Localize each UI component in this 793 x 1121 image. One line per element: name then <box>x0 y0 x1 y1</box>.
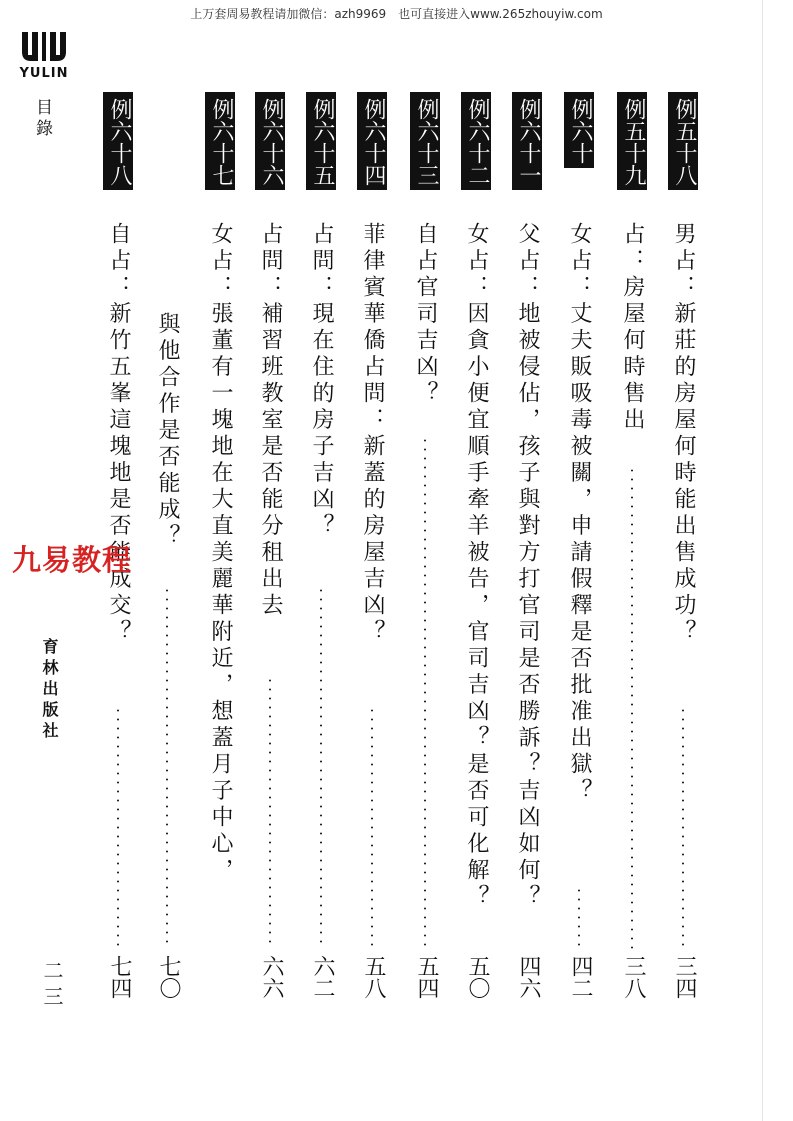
page-number: 二三 <box>40 960 64 1012</box>
dot-leader <box>152 586 182 949</box>
entry-label: 例六十二 <box>461 92 491 190</box>
entry-title-line: 占問：現在住的房子吉凶？ <box>309 222 334 540</box>
dot-leader <box>410 436 440 949</box>
entry-page-number: 五〇 <box>465 955 490 999</box>
entry-title-line: 與他合作是否能成？ <box>155 312 180 551</box>
dot-leader <box>103 706 133 949</box>
entry-title-line: 女占：因貪小便宜順手牽羊被告，官司吉凶？是否可化解？ <box>464 222 489 911</box>
dot-leader <box>255 676 285 949</box>
publisher-logo <box>18 30 78 81</box>
entry-label: 例六十四 <box>357 92 387 190</box>
entry-title-line: 男占：新莊的房屋何時能出售成功？ <box>671 222 696 646</box>
page-edge <box>762 0 763 1121</box>
entry-label: 例六十五 <box>306 92 336 190</box>
dot-leader <box>306 586 336 949</box>
entry-page-number: 七〇 <box>156 955 181 999</box>
entry-label: 例五十八 <box>668 92 698 190</box>
entry-title-line: 女占：張董有一塊地在大直美麗華附近，想蓋月子中心， <box>208 222 233 885</box>
publisher-name: 育林出版社 <box>40 638 59 743</box>
entry-label: 例六十 <box>564 92 594 168</box>
entry-page-number: 六二 <box>310 955 335 999</box>
entry-title-line: 菲律賓華僑占問：新蓋的房屋吉凶？ <box>360 222 385 646</box>
toc-entry <box>461 92 491 190</box>
toc-entry <box>357 92 387 190</box>
watermark: 九易教程 <box>12 543 133 577</box>
entry-title-line: 父占：地被侵佔，孩子與對方打官司是否勝訴？吉凶如何？ <box>515 222 540 911</box>
top-banner: 上万套周易教程请加微信：azh9969 也可直接进入www.265zhouyiw.com <box>190 7 603 21</box>
entry-label: 例六十七 <box>205 92 235 190</box>
toc-entry <box>668 92 698 190</box>
toc-entry <box>306 92 336 190</box>
toc-entry <box>255 92 285 190</box>
entry-title-line: 自占官司吉凶？ <box>413 222 438 408</box>
entry-label: 例六十六 <box>255 92 285 190</box>
entry-label: 例六十八 <box>103 92 133 190</box>
entry-label: 例六十三 <box>410 92 440 190</box>
entry-page-number: 五八 <box>361 955 386 999</box>
entry-page-number: 四二 <box>568 955 593 999</box>
dot-leader <box>357 706 387 949</box>
entry-title-line: 占問：補習班教室是否能分租出去 <box>258 222 283 620</box>
toc-label: 目錄 <box>32 98 52 140</box>
entry-page-number: 七四 <box>107 955 132 999</box>
toc-entry <box>512 92 542 190</box>
toc-entry <box>617 92 647 190</box>
entry-label: 例六十一 <box>512 92 542 190</box>
entry-label: 例五十九 <box>617 92 647 190</box>
entry-title-line: 女占：丈夫販吸毒被關，申請假釋是否批准出獄？ <box>567 222 592 805</box>
entry-page-number: 六六 <box>259 955 284 999</box>
entry-title-line: 占：房屋何時售出 <box>620 222 645 434</box>
dot-leader <box>564 886 594 949</box>
dot-leader <box>617 466 647 949</box>
entry-page-number: 五四 <box>414 955 439 999</box>
entry-title-line: 自占：新竹五峯這塊地是否能成交？ <box>106 222 131 646</box>
entry-page-number: 四六 <box>516 955 541 999</box>
toc-entry <box>410 92 440 190</box>
dot-leader <box>668 706 698 949</box>
toc-entry <box>564 92 594 168</box>
entry-page-number: 三八 <box>621 955 646 999</box>
logo-text: YULIN <box>19 66 69 81</box>
toc-entry <box>103 92 133 190</box>
entry-page-number: 三四 <box>672 955 697 999</box>
yulin-logo-icon <box>18 30 70 64</box>
toc-entry <box>205 92 235 190</box>
